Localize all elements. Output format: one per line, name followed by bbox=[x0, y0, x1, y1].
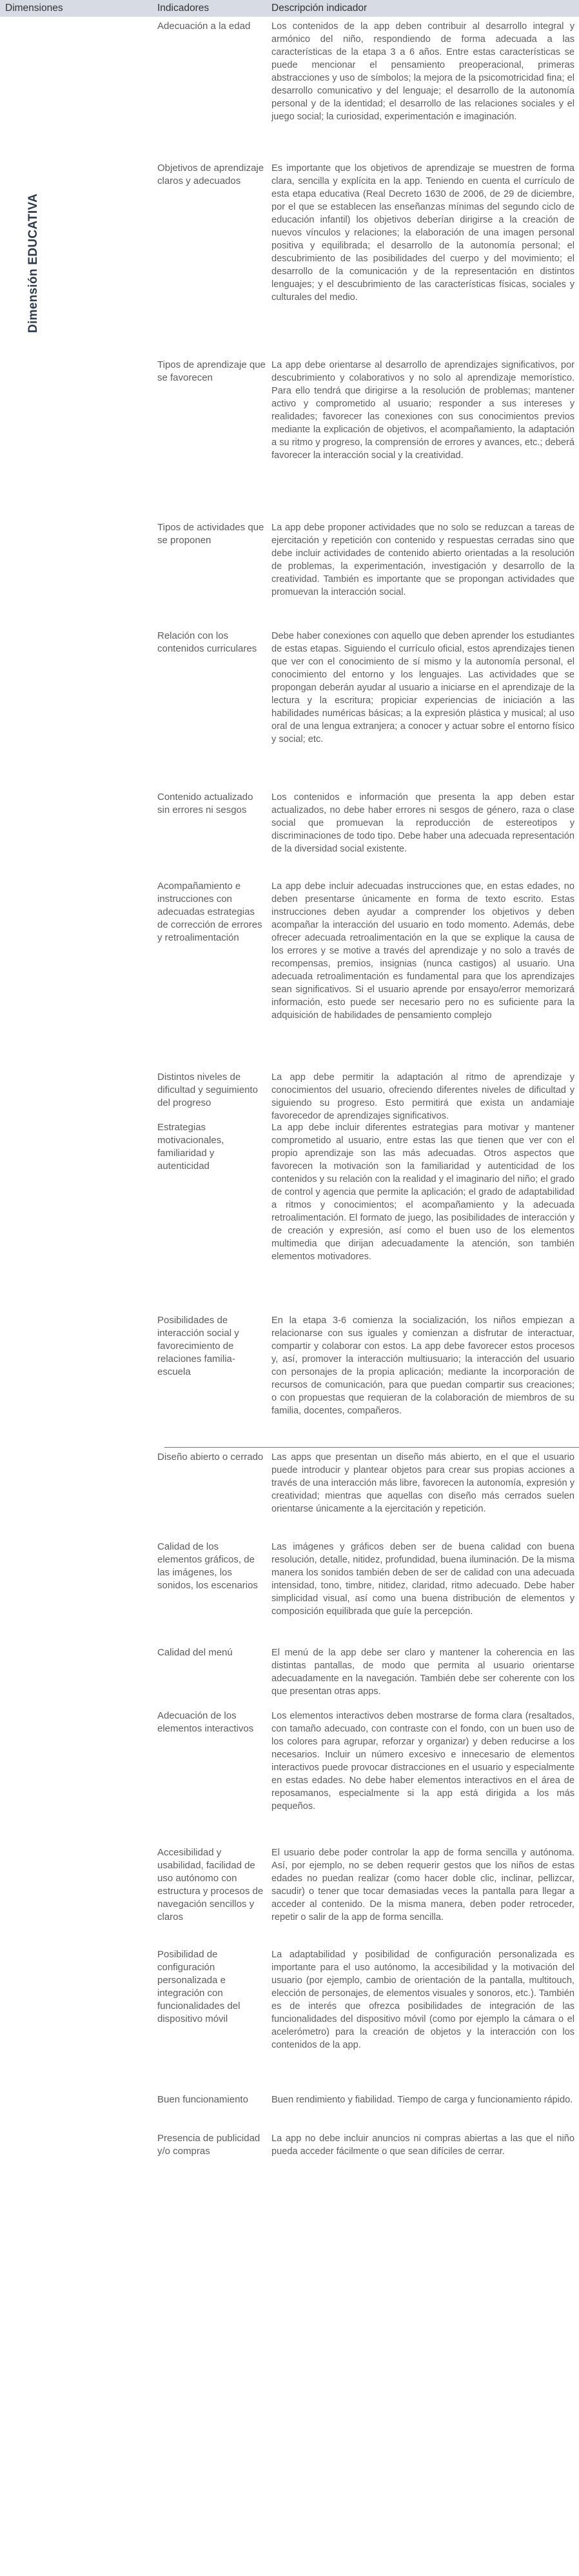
row-indicator: Diseño abierto o cerrado bbox=[157, 1452, 264, 1463]
row-indicator: Tipos de aprendizaje que se favorecen bbox=[157, 359, 266, 383]
row-indicator: Calidad del menú bbox=[157, 1647, 233, 1658]
row-description: Los contenidos e información que presenta la app deben estar actualizados, no debe haber errores ni sesgos de género, raza o clase social que promuevan la reproducción de estereotipos y discriminaciones de todo tipo. Debe haber una adecuada representación de la diversidad social existente. bbox=[271, 792, 574, 854]
row-indicator: Adecuación de los elementos interactivos bbox=[157, 1710, 254, 1734]
row-description: Es importante que los objetivos de aprendizaje se muestren de forma clara, sencilla y explícita en la app. Teniendo en cuenta el currículo de esta etapa educativa (Real Decreto 1630 de 2006, de 29 de diciembre, por el que se establecen las enseñanzas mínimas del segundo ciclo de educación infantil) los objetivos deberían dirigirse a la creación de nuevos vínculos y relaciones; la elaboración de una imagen personal positiva y equilibrada; el desarrollo de la autonomía personal; el descubrimiento de las posibilidades del cuerpo y del movimiento; el desarrollo de la comunicación y de la representación en distintos lenguajes; y el descubrimiento de las características físicas, sociales y culturales del medio. bbox=[271, 163, 574, 303]
row-description: Debe haber conexiones con aquello que deben aprender los estudiantes de estas etapas. Siguiendo el currículo oficial, estos aprendizajes tienen que ver con el conocimiento de sí mismo y la autonomía personal, el conocimiento del entorno y los lenguajes. Las actividades que se propongan deberán ayudar al usuario a iniciarse en el aprendizaje de la lectura y la escritura; propiciar experiencias de iniciación a las habilidades numéricas básicas; a la expresión plástica y musical; al uso oral de una lengua extranjera; a conocer y actuar sobre el entorno físico y social; etc. bbox=[271, 631, 574, 744]
header-descripcion: Descripción indicador bbox=[271, 3, 368, 14]
row-description: El usuario debe poder controlar la app de forma sencilla y autónoma. Así, por ejemplo, no se deben requerir gestos que los niños de estas edades no puedan realizar (como hacer doble clic, inclinar, pellizcar, sacudir) o tener que tocar demasiadas veces la pantalla para llegar a acceder al contenido. De la misma manera, deben poder retroceder, repetir o salir de la app de forma sencilla. bbox=[271, 1848, 574, 1922]
section-divider bbox=[164, 1447, 579, 1448]
row-description: La app debe incluir diferentes estrategias para motivar y mantener comprometido al usuario, entre estas las que tienen que ver con el propio aprendizaje son las más adecuadas. Otros aspectos que favorecen la motivación son la familiaridad y autenticidad de los contenidos y su relación con la realidad y el imaginario del niño; el grado de control y agencia que permite la aplicación; el grado de adaptabilidad a ritmos y conocimientos; el acompañamiento y la adecuada retroalimentación. El formato de juego, las posibilidades de interacción y de creación y expresión, así como el buen uso de los elementos multimedia que dirijan adecuadamente la atención, son también elementos motivadores. bbox=[271, 1123, 574, 1262]
row-indicator: Estrategias motivacionales, familiaridad y autenticidad bbox=[157, 1122, 224, 1172]
row-indicator: Posibilidades de interacción social y favorecimiento de relaciones familia-escuela bbox=[157, 1315, 239, 1377]
row-indicator: Contenido actualizado sin errores ni sesgos bbox=[157, 792, 253, 815]
row-description: Buen rendimiento y fiabilidad. Tiempo de carga y funcionamiento rápido. bbox=[271, 2095, 573, 2105]
row-indicator: Posibilidad de configuración personalizada e integración con funcionalidades del dispositivo móvil bbox=[157, 1949, 240, 2024]
header-indicadores: Indicadores bbox=[157, 3, 210, 14]
row-indicator: Adecuación a la edad bbox=[157, 21, 251, 32]
dimension-educativa-label: Dimensión EDUCATIVA bbox=[26, 193, 40, 334]
row-indicator: Buen funcionamiento bbox=[157, 2094, 248, 2105]
row-description: La app debe permitir la adaptación al ritmo de aprendizaje y conocimientos del usuario, ofreciendo diferentes niveles de dificultad y siguiendo su progreso. Esto permitirá que exista un andamiaje favorecedor de aprendizajes significativos. bbox=[271, 1072, 574, 1121]
row-indicator: Accesibilidad y usabilidad, facilidad de uso autónomo con estructura y procesos de navegación sencillos y claros bbox=[157, 1847, 264, 1922]
row-description: La app no debe incluir anuncios ni compras abiertas a las que el niño pueda acceder fácilmente o que sean difíciles de cerrar. bbox=[271, 2133, 574, 2157]
row-indicator: Calidad de los elementos gráficos, de las imágenes, los sonidos, los escenarios bbox=[157, 1541, 258, 1591]
row-description: La app debe orientarse al desarrollo de aprendizajes significativos, por descubrimiento y colaborativos y no solo al aprendizaje memorístico. Para ello tendrá que dirigirse a la resolución de problemas; mantener activo y comprometido al usuario; responder a sus intereses y realidades; favorecer las conexiones con sus conocimientos previos mediante la explicación de objetivos, el acompañamiento, la adaptación a su ritmo y progreso, la comprensión de errores y avances, etc.; deberá favorecer la interacción social y la creatividad. bbox=[271, 360, 574, 461]
table-header bbox=[0, 0, 579, 17]
row-indicator: Objetivos de aprendizaje claros y adecuados bbox=[157, 163, 264, 186]
row-indicator: Acompañamiento e instrucciones con adecuadas estrategias de corrección de errores y retroalimentación bbox=[157, 881, 262, 943]
row-description: Los elementos interactivos deben mostrarse de forma clara (resaltados, con tamaño adecuado, con contraste con el fondo, con un buen uso de los colores para agrupar, reforzar y organizar) y deben reducirse a los necesarios. Incluir un número excesivo e innecesario de elementos interactivos puede provocar distracciones en el usuario y especialmente en estas edades. No debe haber elementos interactivos en el área de reposamanos, especialmente si la app está dirigida a los más pequeños. bbox=[271, 1711, 574, 1812]
row-description: Los contenidos de la app deben contribuir al desarrollo integral y armónico del niño, respondiendo de forma adecuada a las características de la etapa 3 a 6 años. Entre estas características se puede mencionar el pensamiento preoperacional, primeras abstracciones y uso de símbolos; la mejora de la psicomotricidad fina; el desarrollo comunicativo y del lenguaje; el desarrollo de la autonomía personal y de la identidad; el desarrollo de las relaciones sociales y el juego social; la curiosidad, experimentación e imaginación. bbox=[271, 21, 574, 122]
row-indicator: Distintos niveles de dificultad y seguimiento del progreso bbox=[157, 1072, 258, 1108]
row-description: La adaptabilidad y posibilidad de configuración personalizada es importante para el uso autónomo, la accesibilidad y la motivación del usuario (por ejemplo, cambio de orientación de la pantalla, multitouch, elección de personajes, de elementos visuales y sonoros, etc.). También es de interés que ofrezca posibilidades de integración de las funcionalidades del dispositivo móvil (como por ejemplo la cámara o el acelerómetro) para la creación de objetos y la interacción con los contenidos de la app. bbox=[271, 1950, 574, 2050]
row-indicator: Relación con los contenidos curriculares bbox=[157, 630, 257, 654]
row-description: Las apps que presentan un diseño más abierto, en el que el usuario puede introducir y plantear objetos para crear sus propias acciones a través de una interacción más libre, favorecen la autonomía, expresión y creatividad; mientras que aquellas con diseño más cerrados suelen orientarse únicamente a la ejercitación y repetición. bbox=[271, 1452, 574, 1514]
row-indicator: Tipos de actividades que se proponen bbox=[157, 522, 264, 546]
row-description: Las imágenes y gráficos deben ser de buena calidad con buena resolución, detalle, nitidez, profundidad, buena iluminación. De la misma manera los sonidos también deben de ser de calidad con una adecuada intensidad, tono, timbre, nitidez, claridad, ritmo adecuado. Debe haber simplicidad visual, así como una buena distribución de elementos y composición equilibrada que guíe la percepción. bbox=[271, 1542, 574, 1617]
row-description: La app debe proponer actividades que no solo se reduzcan a tareas de ejercitación y repetición con contenido y respuestas cerradas sino que debe incluir actividades de contenido abierto orientadas a la resolución de problemas, la experimentación, investigación y desarrollo de la creatividad. También es importante que se propongan actividades que promuevan la interacción social. bbox=[271, 523, 574, 597]
header-dimensiones: Dimensiones bbox=[5, 3, 63, 14]
row-description: La app debe incluir adecuadas instrucciones que, en estas edades, no deben presentarse únicamente en forma de texto escrito. Estas instrucciones deben ayudar a comprender los objetivos y deben acompañar la interacción del usuario en todo momento. Además, debe ofrecer adecuada retroalimentación en la que se explique la causa de los errores y se motive a través del aprendizaje y no solo a través de recompensas, premios, insignias (nunca castigos) al usuario. Una adecuada retroalimentación es fundamental para que los aprendizajes sean significativos. Si el usuario aprende por ensayo/error memorizará información, esto puede ser necesario pero no es suficiente para la adquisición de habilidades de pensamiento complejo bbox=[271, 881, 574, 1021]
row-description: En la etapa 3-6 comienza la socialización, los niños empiezan a relacionarse con sus iguales y comienzan a disfrutar de interactuar, compartir y colaborar con estos. La app debe favorecer estos procesos y, así, promover la interacción multiusuario; la interacción del usuario con personajes de la propia aplicación; mediante la incorporación de recursos de comunicación, para que puedan compartir sus creaciones; o con propuestas que requieran de la colaboración de miembros de su familia, docentes, compañeros. bbox=[271, 1315, 574, 1416]
row-description: El menú de la app debe ser claro y mantener la coherencia en las distintas pantallas, de modo que permita al usuario orientarse adecuadamente en la navegación. También debe ser coherente con los que presentan otras apps. bbox=[271, 1648, 574, 1697]
row-indicator: Presencia de publicidad y/o compras bbox=[157, 2133, 260, 2157]
